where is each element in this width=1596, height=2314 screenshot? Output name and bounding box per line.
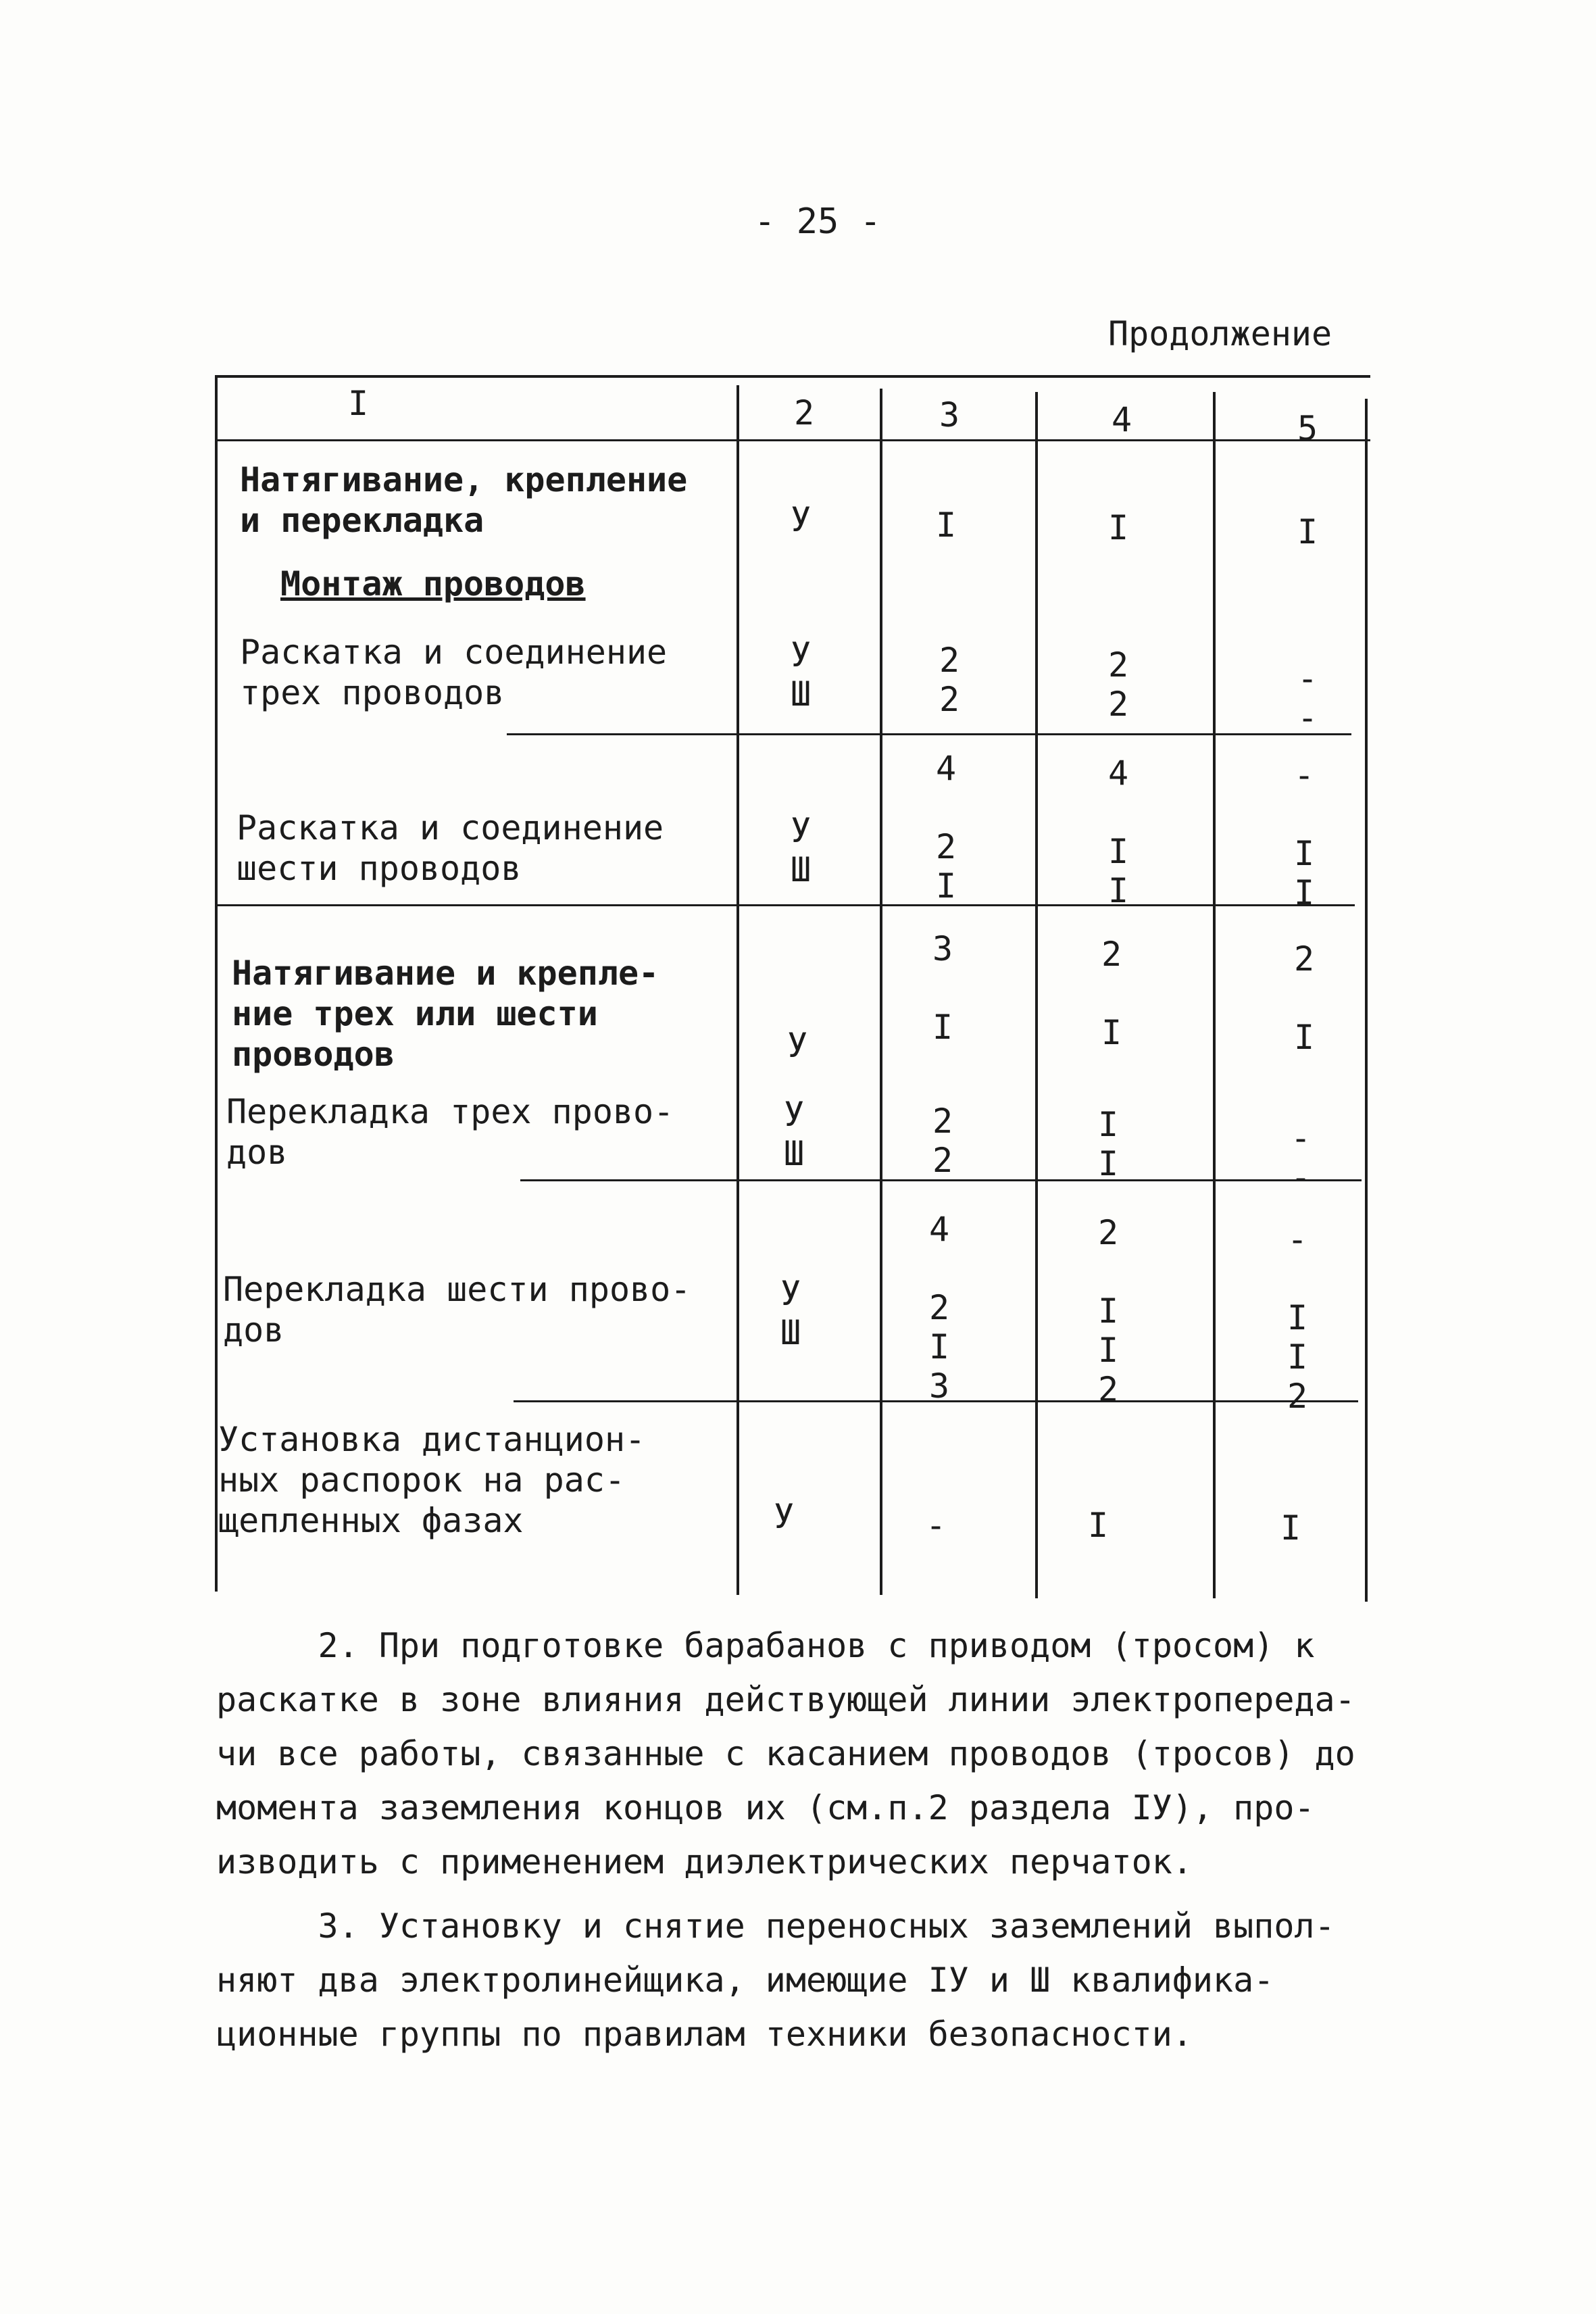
cell-col3: 4 2 I 3 bbox=[928, 1210, 950, 1406]
cell-col4: I bbox=[1087, 1506, 1109, 1545]
continuation-label: Продолжение bbox=[1108, 314, 1332, 353]
table-right-border bbox=[1365, 399, 1368, 1602]
row-label: Раскатка и соединение шести проводов bbox=[236, 808, 664, 888]
row-label: Установка дистанцион- ных распорок на рас- щепленных фазах bbox=[218, 1420, 646, 1540]
header-divider bbox=[215, 439, 1370, 441]
row-divider bbox=[507, 733, 1351, 735]
cell-col2: У bbox=[790, 500, 812, 539]
cell-col3: 2 2 bbox=[932, 1102, 953, 1180]
col-divider-5 bbox=[1213, 392, 1216, 1598]
row-label: Натягивание и крепле- ние трех или шести проводов bbox=[232, 954, 659, 1074]
table-top-border bbox=[215, 375, 1370, 378]
cell-col3: 4 2 I bbox=[935, 749, 957, 906]
cell-col2: У Ш bbox=[790, 635, 812, 714]
row-divider bbox=[216, 904, 1355, 906]
cell-col4: 2 I I 2 bbox=[1097, 1213, 1119, 1409]
cell-col5: - I I bbox=[1293, 756, 1315, 912]
header-col-5: 5 bbox=[1297, 409, 1318, 448]
cell-col3: I bbox=[935, 506, 957, 545]
cell-col3: - bbox=[925, 1506, 947, 1545]
cell-col5: I bbox=[1280, 1508, 1301, 1548]
paragraph-2: 2. При подготовке барабанов с приводом (тросом) к раскатке в зоне влияния действующей линии электропереда- чи все работы, связанные с касанием проводов (тросов) до момента заземления концов их (см.п.2 раздела IУ), про- изводить с применением диэлектрических перчаток. bbox=[216, 1626, 1355, 1881]
cell-col2: У Ш bbox=[790, 811, 812, 889]
cell-col5: - - bbox=[1297, 659, 1318, 737]
cell-col5: - - bbox=[1290, 1118, 1312, 1197]
row-label: Натягивание, крепление и перекладка bbox=[240, 460, 688, 540]
cell-col4: 2 I bbox=[1101, 935, 1122, 1052]
cell-col5: I bbox=[1297, 512, 1318, 551]
row-label: Перекладка трех прово- дов bbox=[226, 1092, 674, 1172]
cell-col4: I I bbox=[1097, 1105, 1119, 1183]
paragraph-3: 3. Установку и снятие переносных заземлений выпол- няют два электролинейщика, имеющие IУ и Ш квалифика- ционные группы по правилам техники безопасности. bbox=[216, 1906, 1335, 2054]
cell-col2: У bbox=[773, 1497, 795, 1536]
cell-col4: I bbox=[1107, 508, 1129, 547]
cell-col4: 2 2 bbox=[1107, 645, 1129, 724]
row-label: Раскатка и соединение трех проводов bbox=[240, 633, 668, 712]
header-col-2: 2 bbox=[793, 393, 815, 433]
cell-col5: 2 I bbox=[1293, 939, 1315, 1057]
cell-col4: 4 I I bbox=[1107, 754, 1129, 910]
header-col-3: 3 bbox=[939, 395, 960, 435]
page-number: - 25 - bbox=[754, 201, 881, 242]
header-col-4: 4 bbox=[1111, 400, 1132, 439]
col-divider-4 bbox=[1035, 392, 1038, 1598]
header-col-1: I bbox=[347, 384, 369, 423]
row-label: Перекладка шести прово- дов bbox=[223, 1270, 691, 1350]
cell-col2: У bbox=[787, 1026, 808, 1065]
col-divider-3 bbox=[880, 389, 882, 1595]
cell-col2: У Ш bbox=[780, 1274, 801, 1352]
section-heading: Монтаж проводов bbox=[280, 564, 586, 604]
table-left-border bbox=[215, 375, 218, 1592]
cell-col5: - I I 2 bbox=[1287, 1220, 1308, 1416]
cell-col3: 3 I bbox=[932, 929, 953, 1047]
cell-col2: У Ш bbox=[783, 1095, 805, 1173]
cell-col3: 2 2 bbox=[939, 641, 960, 719]
col-divider-2 bbox=[737, 385, 739, 1595]
